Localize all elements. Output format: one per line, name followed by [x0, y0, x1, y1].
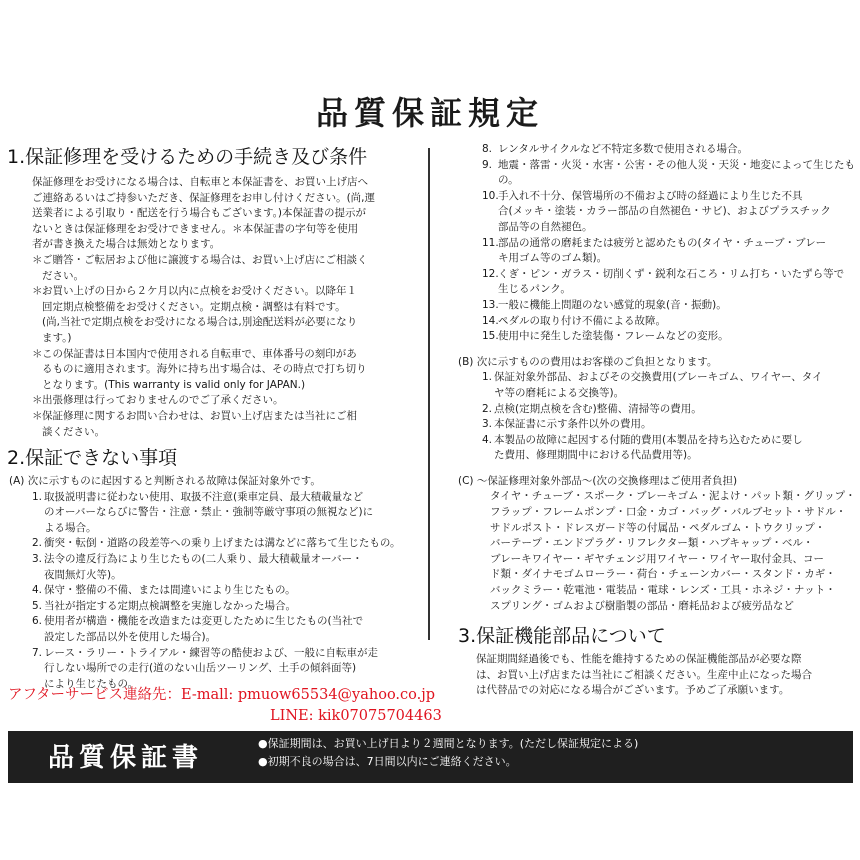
list-item: [482, 417, 856, 433]
text-line: 部品等の自然褪色。: [498, 220, 593, 233]
item-marker: 6.: [32, 615, 43, 628]
section-2c: [442, 474, 856, 614]
item-text: [498, 314, 856, 330]
warranty-period-note: ●保証期間は、お買い上げ日より２週間となります。(ただし保証規定による): [258, 737, 639, 750]
text-line: ださい。: [42, 269, 84, 282]
text-line: 保証対象外部品、およびその交換費用(ブレーキゴム、ワイヤー、タイ: [494, 371, 823, 384]
list-item: [32, 536, 417, 552]
text-line: 談ください。: [42, 425, 105, 438]
text-line: 保証修理をお受けになる場合は、自転車と本保証書を、お買い上げ店へ: [32, 176, 368, 188]
text-line: 地震・落雷・火災・水害・公害・その他人災・天災・地変によって生じたもの。: [498, 158, 855, 187]
text-line: よる場合。: [44, 521, 97, 534]
after-service-contact: [8, 685, 442, 727]
list-item: [482, 314, 856, 330]
item-marker: ＊: [32, 409, 43, 422]
list-item: [32, 490, 417, 537]
item-text: [42, 409, 417, 440]
section-2-heading: 2.保証できない事項: [7, 447, 178, 470]
text-line: フラップ・フレームポンプ・口金・カゴ・バッグ・バルブセット・サドル・: [490, 506, 847, 519]
text-line: た費用、修理期間中における代品費用等)。: [494, 449, 698, 462]
list-item: [482, 402, 856, 418]
item-marker: ＊: [32, 253, 43, 266]
note-item: [32, 253, 417, 284]
text-line: レンタルサイクルなど不特定多数で使用される場合。: [498, 143, 749, 155]
list-item: [482, 189, 856, 236]
text-line: ブレーキワイヤー・ギヤチェンジ用ワイヤー・ワイヤー取付金具、コー: [490, 552, 825, 565]
text-line: バーテープ・エンドプラグ・リフレクター類・ハブキャップ・ベル・: [490, 537, 814, 550]
section-3-body: [442, 652, 856, 699]
item-marker: 4.: [32, 584, 43, 597]
item-text: [42, 347, 417, 394]
item-marker: ＊: [32, 347, 43, 360]
text-line: 生じるパンク。: [498, 283, 571, 296]
list-item: [32, 599, 417, 615]
item-marker: 8.: [482, 143, 493, 155]
item-marker: 3.: [32, 553, 43, 566]
contact-email-line: アフターサービス連絡先：E-mall: pmuow65534@yahoo.co.jp: [8, 687, 436, 703]
text-line: (尚,当社で定期点検をお受けになる場合は,別途配送料が必要になり: [42, 316, 358, 329]
contact-line-id: LINE: kik07075704463: [270, 708, 442, 724]
item-text: [44, 599, 417, 615]
text-line: により生じたもの。: [44, 677, 139, 690]
item-marker: 9.: [482, 158, 493, 171]
list-item: [482, 329, 856, 345]
item-text: [44, 536, 417, 552]
text-line: は代替品での対応になる場合がございます。予めご了承願います。: [476, 684, 790, 697]
item-text: [498, 267, 856, 298]
column-divider: [428, 148, 430, 640]
item-marker: 7.: [32, 646, 43, 659]
warranty-card-band: [8, 731, 853, 783]
right-column: [442, 142, 856, 699]
list-item: [482, 267, 856, 298]
item-marker: ＊: [32, 285, 43, 298]
text-line: くぎ・ピン・ガラス・切削くず・鋭利な石ころ・リム打ち・いたずら等で: [498, 267, 845, 280]
list-item: [32, 583, 417, 599]
text-line: お買い上げの日から２ケ月以内に点検をお受けください。以降年１: [42, 285, 357, 298]
text-line: この保証書は日本国内で使用される自転車で、車体番号の刻印があ: [42, 347, 357, 360]
left-column: [7, 145, 417, 692]
page-title: 品質保証規定: [315, 94, 544, 132]
section-2c-intro: (C) 〜保証修理対象外部品〜(次の交換修理はご使用者負担): [458, 474, 738, 487]
item-text: [44, 614, 417, 645]
item-text: [498, 329, 856, 345]
list-item: [482, 158, 856, 189]
text-line: 者が書き換えた場合は無効となります。: [32, 238, 221, 251]
text-line: 法令の違反行為により生じたもの(二人乗り、最大積載量オーバー・: [44, 553, 363, 566]
text-line: となります。(This warranty is valid only for JAPAN.): [42, 378, 306, 391]
text-line: 衝突・転倒・道路の段差等への乗り上げまたは溝などに落ちて生じたもの。: [44, 537, 401, 550]
text-line: るものに適用されます。海外に持ち出す場合は、その時点で打ち切り: [42, 363, 367, 376]
section-2c-parts-list: [442, 489, 856, 614]
section-2b: [442, 355, 856, 464]
note-item: [32, 347, 417, 394]
text-line: 合(メッキ・塗装・カラー部品の自然褪色・サビ)、およびプラスチック: [498, 205, 831, 218]
initial-defect-note: ●初期不良の場合は、7日間以内にご連絡ください。: [258, 755, 517, 768]
text-line: バックミラー・乾電池・電装品・電球・レンズ・工具・ホネジ・ナット・: [490, 584, 836, 597]
item-text: [498, 236, 856, 267]
text-line: 設定した部品以外を使用した場合)。: [44, 631, 217, 644]
item-marker: ＊: [32, 394, 43, 407]
section-2a-intro: (A) 次に示すものに起因すると判断される故障は保証対象外です。: [9, 475, 321, 488]
item-marker: 4.: [482, 433, 493, 446]
text-line: 行しない場所での走行(道のない山岳ツーリング、土手の傾斜面等): [44, 662, 357, 675]
section-2a-list: [7, 490, 417, 693]
list-item: [32, 614, 417, 645]
section-2b-list: [442, 370, 856, 464]
text-line: 送業者による引取り・配送を行う場合もございます。)本保証書の提示が: [32, 207, 367, 220]
text-line: 取扱説明書に従わない使用、取扱不注意(乗車定員、最大積載量など: [44, 490, 364, 503]
list-item: [32, 552, 417, 583]
section-1-heading: 1.保証修理を受けるための手続き及び条件: [7, 146, 368, 168]
item-text: [42, 284, 417, 346]
text-line: 回定期点検整備をお受けください。定期点検・調整は有料です。: [42, 300, 346, 313]
text-line: ます。): [42, 331, 72, 344]
text-line: は、お買い上げ店または当社にご相談ください。生産中止になった場合: [476, 668, 812, 681]
item-text: [494, 370, 856, 401]
text-line: ご贈答・ご転居および他に譲渡する場合は、お買い上げ店にご相談く: [42, 253, 368, 266]
note-item: [32, 284, 417, 346]
warranty-card-notes: [258, 735, 638, 771]
text-line: 一般に機能上問題のない感覚的現象(音・振動)。: [498, 298, 727, 311]
text-line: 当社が指定する定期点検調整を実施しなかった場合。: [44, 599, 296, 612]
text-line: 本保証書に示す条件以外の費用。: [494, 418, 652, 431]
note-item: [32, 409, 417, 440]
item-text: [44, 583, 417, 599]
item-marker: 14.: [482, 314, 499, 327]
text-line: 使用者が構造・機能を改造または変更したために生じたもの(当社で: [44, 615, 364, 628]
section-3-heading: 3.保証機能部品について: [458, 625, 666, 648]
text-line: 保守・整備の不備、または間違いにより生じたもの。: [44, 584, 296, 597]
item-marker: 10.: [482, 189, 499, 202]
item-marker: 11.: [482, 236, 499, 249]
text-line: ご連絡あるいはご持参いただき、保証修理をお申し付けください。(尚,運: [32, 191, 376, 204]
text-line: ヤ等の磨耗による交換等)。: [494, 386, 625, 399]
section-1-notes: [32, 253, 417, 440]
item-marker: 1.: [482, 371, 493, 384]
list-item: [482, 236, 856, 267]
text-line: タイヤ・チューブ・スポーク・ブレーキゴム・泥よけ・パット類・グリップ・: [490, 490, 856, 503]
list-item: [482, 433, 856, 464]
text-line: 保証期間経過後でも、性能を維持するための保証機能部品が必要な際: [476, 653, 802, 666]
item-text: [498, 189, 856, 236]
text-line: レース・ラリー・トライアル・練習等の酷使および、一般に自転車が走: [44, 646, 379, 659]
text-line: ないときは保証修理をお受けできません。＊本保証書の字句等を使用: [32, 222, 359, 235]
text-line: 夜間無灯火等)。: [44, 568, 122, 581]
text-line: 保証修理に関するお問い合わせは、お買い上げ店または当社にご相: [42, 409, 357, 422]
item-text: [44, 490, 417, 537]
item-text: [498, 142, 856, 158]
item-text: [494, 402, 856, 418]
text-line: 使用中に発生した塗装傷・フレームなどの変形。: [498, 330, 729, 343]
section-1-body: [7, 175, 417, 440]
item-text: [42, 393, 417, 409]
list-item: [482, 370, 856, 401]
item-text: [44, 552, 417, 583]
item-marker: 5.: [32, 599, 43, 612]
item-text: [42, 253, 417, 284]
text-line: ド類・ダイナモゴムローラー・荷台・チェーンカバー・スタンド・カギ・: [490, 568, 836, 581]
text-line: ペダルの取り付け不備による故障。: [498, 314, 666, 327]
item-text: [498, 298, 856, 314]
item-marker: 3.: [482, 418, 493, 431]
item-marker: 13.: [482, 298, 499, 311]
text-line: 部品の通常の磨耗または疲労と認めたもの(タイヤ・チューブ・ブレー: [498, 236, 827, 249]
item-text: [494, 417, 856, 433]
text-line: スプリング・ゴムおよび樹脂製の部品・磨耗品および疲労品など: [490, 599, 794, 612]
item-marker: 15.: [482, 330, 499, 343]
text-line: サドルポスト・ドレスガード等の付属品・ペダルゴム・トウクリップ・: [490, 521, 826, 534]
item-marker: 12.: [482, 267, 499, 280]
section-2b-intro: (B) 次に示すものの費用はお客様のご負担となります。: [458, 355, 718, 368]
warranty-card-title: 品質保証書: [48, 743, 204, 773]
text-line: 出張修理は行っておりませんのでご了承ください。: [42, 394, 284, 407]
note-item: [32, 393, 417, 409]
section-2a: [7, 474, 417, 692]
text-line: 手入れ不十分、保管場所の不備および時の経過により生じた不具: [498, 189, 803, 202]
item-marker: 1.: [32, 490, 43, 503]
section-2a-list-continued: [442, 142, 856, 345]
list-item: [482, 142, 856, 158]
item-marker: 2.: [32, 537, 43, 550]
list-item: [482, 298, 856, 314]
item-text: [494, 433, 856, 464]
item-marker: 2.: [482, 402, 493, 415]
text-line: のオーバーならびに警告・注意・禁止・強制等厳守事項の無視など)に: [44, 506, 374, 519]
item-text: [498, 158, 856, 189]
section-1-intro: [32, 175, 417, 253]
text-line: 点検(定期点検を含む)整備、清掃等の費用。: [494, 402, 702, 415]
text-line: キ用ゴム等のゴム類)。: [498, 252, 608, 265]
text-line: 本製品の故障に起因する付随的費用(本製品を持ち込むために要し: [494, 433, 803, 446]
